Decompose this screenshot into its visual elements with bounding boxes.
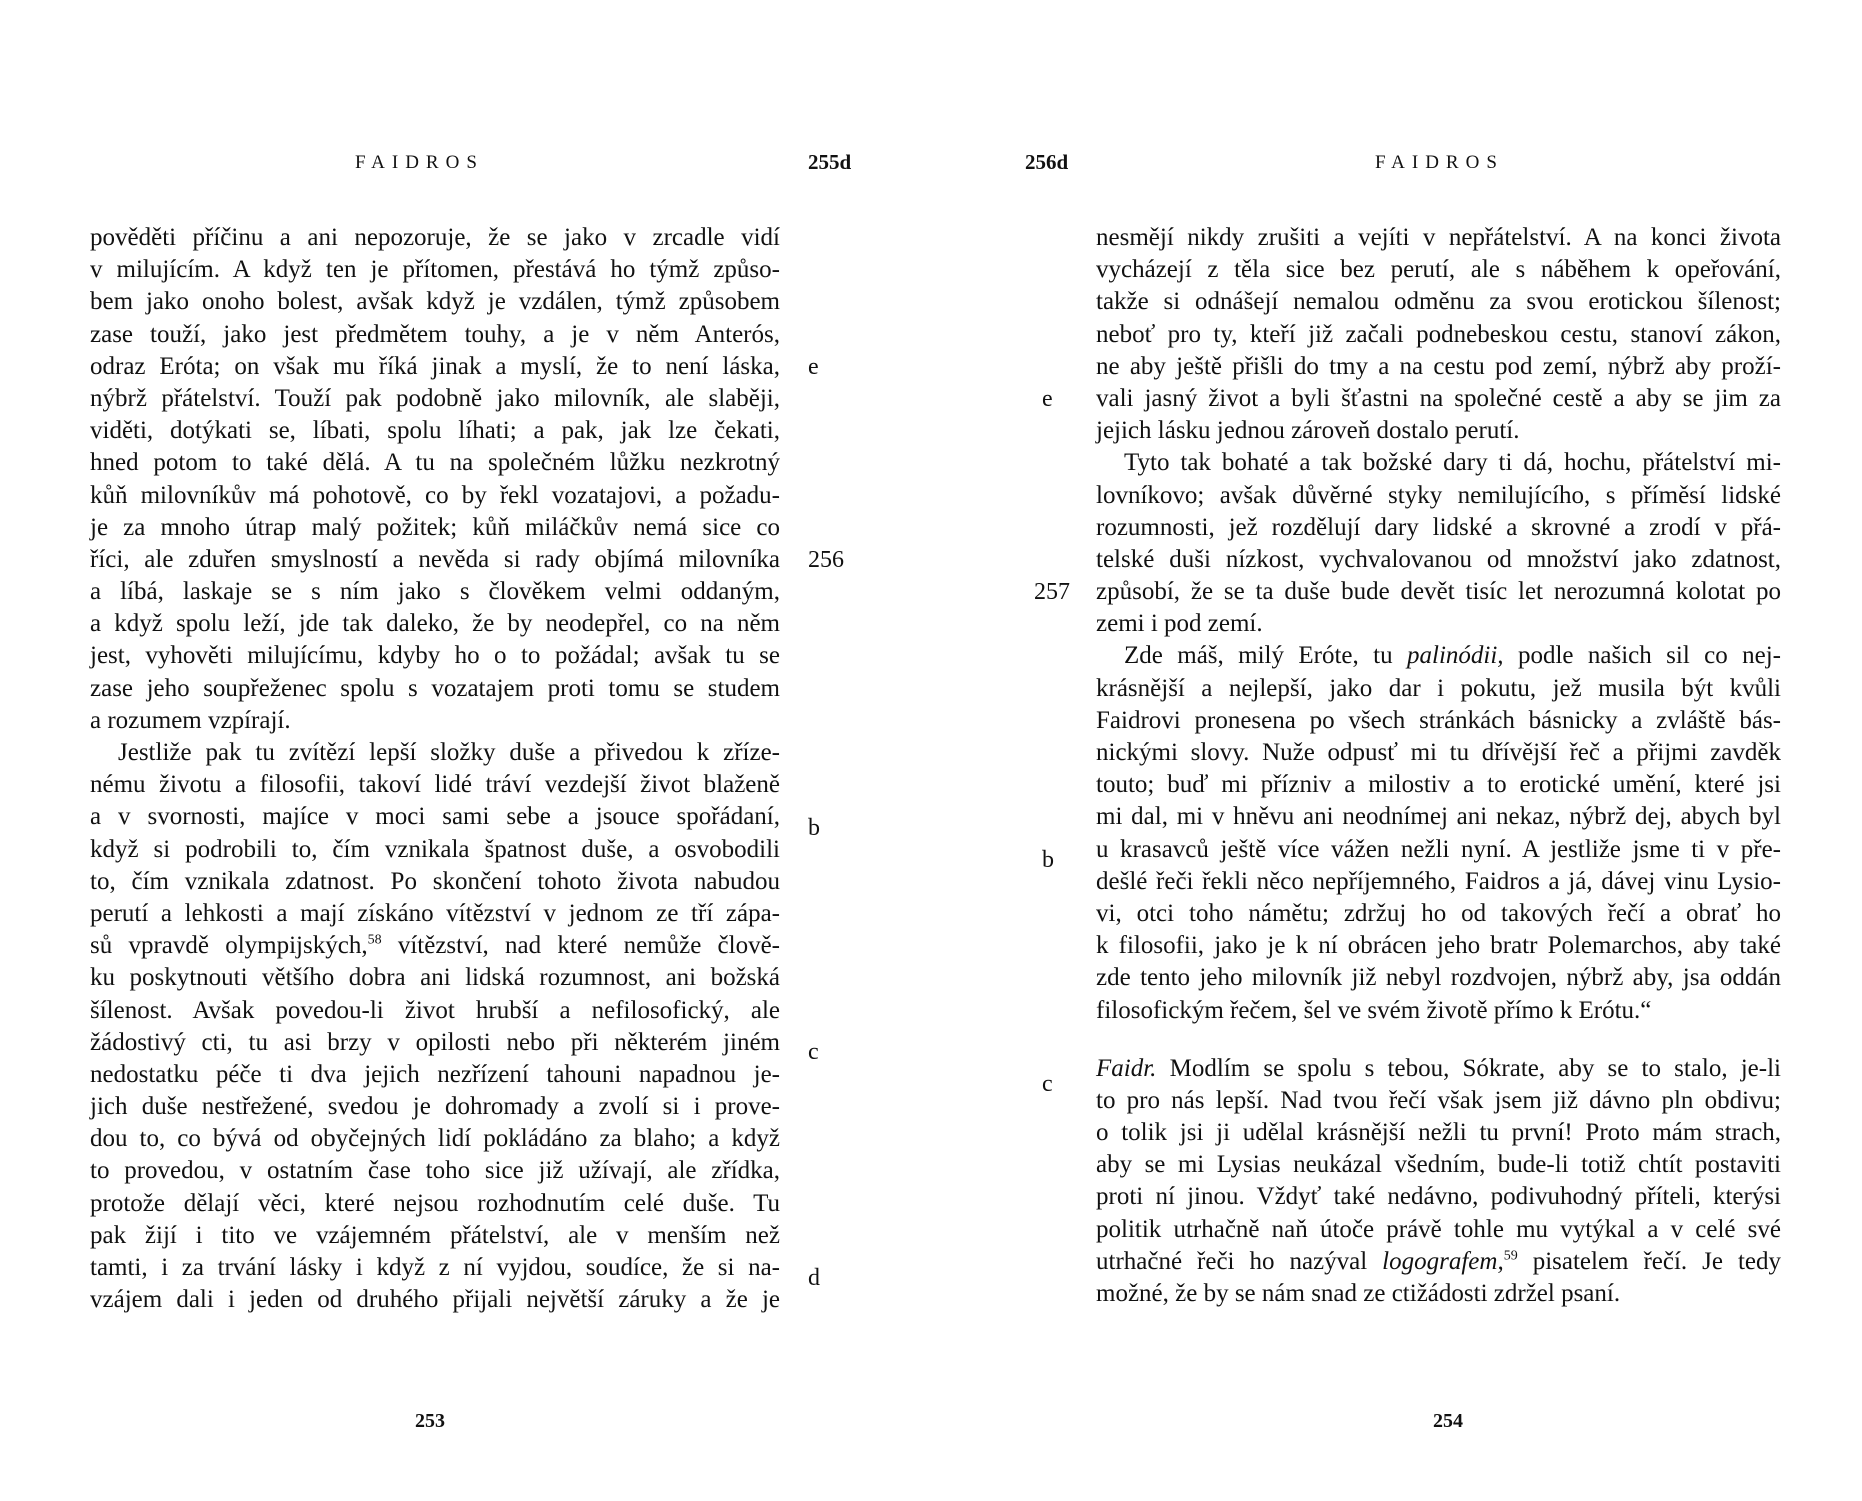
text-line: a rozumem vzpírají.: [90, 706, 291, 734]
text-line: lovníkovo; avšak důvěrné styky nemilujícího, s příměsí lidské: [1096, 481, 1781, 509]
text-line: proti ní jinou. Vždyť také nedávno, podivuhodný příteli, kterýsi: [1096, 1183, 1781, 1211]
margin-marker: b: [808, 815, 820, 841]
text-line: k filosofii, jako je k ní obrácen jeho bratr Polemarchos, aby také: [1096, 932, 1781, 960]
margin-marker: 257: [1034, 579, 1070, 605]
text-line: pak žijí i tito ve vzájemném přátelství, ale v menším než: [90, 1221, 780, 1249]
footnote-ref-59[interactable]: 59: [1503, 1248, 1518, 1264]
text-line: nickými slovy. Nuže odpusť mi tu dřívější řeč a přijmi zavděk: [1096, 739, 1781, 766]
text-line: nesmějí nikdy zrušiti a vejíti v nepřátelství. A na konci života: [1096, 224, 1781, 251]
text-line-with-footnote: [1096, 1246, 1781, 1278]
text-line: ku poskytnouti většího dobra ani lidská rozumnost, ani božská: [90, 964, 780, 992]
running-title: FAIDROS: [355, 152, 484, 173]
text-line-with-footnote: [90, 930, 780, 962]
margin-marker: e: [1042, 386, 1053, 412]
text-line: politik utrhačně naň útoče právě tohle mu vytýkal a v celé své: [1096, 1215, 1781, 1243]
text-line: rozumnosti, jež rozdělují dary lidské a skrovné a zrodí v přá-: [1096, 513, 1781, 541]
dialogue-line: [1096, 1053, 1781, 1085]
speaker-label: Faidr.: [1096, 1054, 1157, 1082]
margin-marker: 256: [808, 547, 844, 573]
text-line: pověděti příčinu a ani nepozoruje, že se jako v zrcadle vidí: [90, 224, 780, 251]
text-line: ne aby ještě přišli do tmy a na cestu pod zemí, nýbrž aby proží-: [1096, 352, 1781, 380]
text-line-with-italic: [1096, 640, 1781, 672]
margin-marker: c: [1042, 1071, 1053, 1097]
text-line: dou to, co bývá od obyčejných lidí pokládáno za blaho; a když: [90, 1125, 780, 1153]
text-line: o tolik jsi ji udělal krásnější nežli tu první! Proto mám strach,: [1096, 1119, 1781, 1147]
text-line: nedostatku péče ti dva jejich nezřízení tahouni napadnou je-: [90, 1060, 780, 1088]
page-number: 254: [1433, 1410, 1463, 1432]
text-line: šílenost. Avšak povedou-li život hrubší a nefilosofický, ale: [90, 996, 780, 1024]
text-line: vzájem dali i jeden od druhého přijali největší záruky a že je: [90, 1286, 780, 1314]
text-line: to, čím vznikala zdatnost. Po skončení tohoto života nabudou: [90, 867, 780, 895]
stephanus-heading: 256d: [1025, 150, 1069, 174]
text-line: hned potom to také dělá. A tu na společném lůžku nezkrotný: [90, 449, 780, 477]
text-line: a v svornosti, majíce v moci sami sebe a jsouce spořádaní,: [90, 803, 780, 831]
text-line: a líbá, laskaje se s ním jako s člověkem velmi oddaným,: [90, 578, 780, 606]
text-line: perutí a lehkosti a mají získáno vítězství v jednom ze tří zápa-: [90, 899, 780, 927]
text-line: Faidrovi pronesena po všech stránkách básnicky a zvláště bás-: [1096, 706, 1781, 734]
text-line: zemi i pod zemí.: [1096, 610, 1263, 638]
text-line: to provedou, v ostatním čase toho sice již užívají, ale zřídka,: [90, 1157, 780, 1185]
text-fragment: utrhačné řeči ho nazýval: [1096, 1247, 1368, 1275]
text-line: touto; buď mi přízniv a milostiv a to erotické umění, které jsi: [1096, 771, 1781, 799]
text-line: u krasavců ještě více vážen nežli nyní. A jestliže jsme ti v pře-: [1096, 835, 1781, 863]
text-line: krásnější a nejlepší, jako dar i pokutu, jež musila být kvůli: [1096, 674, 1781, 702]
text-fragment: vítězství, nad které nemůže člově-: [397, 932, 781, 960]
page-number: 253: [415, 1410, 445, 1432]
text-line: telské duši nízkost, vychvalovanou od množství jako zdatnost,: [1096, 545, 1781, 573]
text-line: vi, otci toho námětu; zdržuj ho od takových řečí a obrať ho: [1096, 899, 1781, 927]
text-fragment: Zde máš, milý Eróte, tu: [1124, 642, 1393, 670]
text-line: vycházejí z těla sice bez perutí, ale s náběhem k opeřování,: [1096, 256, 1781, 284]
text-line: viděti, dotýkati se, líbati, spolu líhati; a pak, jak lze čekati,: [90, 417, 780, 445]
text-fragment: sů vpravdě olympijských,: [90, 932, 368, 960]
text-line: způsobí, že se ta duše bude devět tisíc let nerozumná kolotat po: [1096, 578, 1781, 606]
text-fragment: pisatelem řečí. Je tedy: [1532, 1247, 1781, 1275]
running-title: FAIDROS: [1375, 152, 1504, 173]
text-line: žádostivý cti, tu asi brzy v opilosti nebo při některém jiném: [90, 1028, 780, 1056]
text-line: jest, vyhověti milujícímu, kdyby ho o to požádal; avšak tu se: [90, 642, 780, 670]
text-line: nému životu a filosofii, takoví lidé tráví vezdejší život blaženě: [90, 771, 780, 799]
text-line: aby se mi Lysias neukázal všedním, bude-li totiž chtít postaviti: [1096, 1151, 1781, 1179]
body-text: [1096, 222, 1781, 1310]
text-line: možné, že by se nám snad ze ctižádosti zdržel psaní.: [1096, 1280, 1621, 1307]
margin-marker: b: [1042, 847, 1054, 873]
text-line: odraz Eróta; on však mu říká jinak a myslí, že to není láska,: [90, 352, 780, 380]
text-line: jich duše nestřežené, svedou je dohromady a zvolí si i prove-: [90, 1093, 780, 1121]
text-line: v milujícím. A když ten je přítomen, přestává ho týmž způso-: [90, 256, 780, 284]
text-fragment: Modlím se spolu s tebou, Sókrate, aby se to stalo, je-li: [1169, 1054, 1781, 1082]
italic-term: palinódii,: [1407, 642, 1504, 670]
text-line: kůň milovníkův má pohotově, co by řekl vozatajovi, a požadu-: [90, 481, 780, 509]
text-line: vali jasný život a byli šťastni na společné cestě a aby se jim za: [1096, 384, 1781, 412]
text-line: Tyto tak bohaté a tak božské dary ti dá, hochu, přátelství mi-: [1124, 449, 1781, 477]
text-line: zase jeho soupřeženec spolu s vozatajem proti tomu se studem: [90, 674, 780, 702]
margin-marker: c: [808, 1039, 819, 1065]
text-line: dešlé řeči řekli něco nepříjemného, Faidros a já, dávej vinu Lysio-: [1096, 867, 1781, 895]
text-line: nýbrž přátelství. Touží pak podobně jako milovník, ale slaběji,: [90, 384, 780, 412]
text-line: filosofickým řečem, šel ve svém životě přímo k Erótu.“: [1096, 996, 1652, 1024]
right-page: [931, 0, 1862, 1501]
text-fragment: podle našich sil co nej-: [1517, 642, 1782, 670]
text-line: takže si odnášejí nemalou odměnu za svou erotickou šílenost;: [1096, 288, 1781, 316]
stephanus-heading: 255d: [808, 150, 852, 174]
text-line: zde tento jeho milovník již nebyl rozdvojen, nýbrž aby, jsa oddán: [1096, 964, 1781, 992]
text-line: Jestliže pak tu zvítězí lepší složky duše a přivedou k zříze-: [118, 739, 780, 766]
text-line: říci, ale zduřen smyslností a nevěda si rady objímá milovníka: [90, 545, 780, 573]
text-line: a když spolu leží, jde tak daleko, že by neodepřel, co na něm: [90, 610, 780, 638]
text-line: jejich lásku jednou zároveň dostalo perutí.: [1096, 417, 1520, 445]
margin-marker: e: [808, 354, 819, 380]
italic-term: logografem,: [1382, 1247, 1504, 1275]
text-line: protože dělají věci, které nejsou rozhodnutím celé duše. Tu: [90, 1189, 780, 1217]
text-line: tamti, i za trvání lásky i když z ní vyjdou, soudíce, že si na-: [90, 1254, 780, 1281]
footnote-ref-58[interactable]: 58: [367, 932, 382, 948]
text-line: když si podrobili to, čím vznikala špatnost duše, a osvobodili: [90, 835, 780, 863]
text-line: to pro nás lepší. Nad tvou řečí však jsem již dávno pln obdivu;: [1096, 1086, 1781, 1114]
text-line: neboť pro ty, kteří již začali podnebeskou cestu, stanoví zákon,: [1096, 320, 1781, 348]
body-text: [90, 222, 780, 1316]
text-line: zase touží, jako jest předmětem touhy, a je v něm Anterós,: [90, 320, 780, 348]
text-line: mi dal, mi v hněvu ani neodnímej ani nekaz, nýbrž dej, abych byl: [1096, 803, 1781, 831]
margin-marker: d: [808, 1265, 820, 1291]
text-line: je za mnoho útrap malý požitek; kůň miláčkův nemá sice co: [90, 513, 780, 541]
text-line: bem jako onoho bolest, avšak když je vzdálen, týmž způsobem: [90, 288, 780, 316]
